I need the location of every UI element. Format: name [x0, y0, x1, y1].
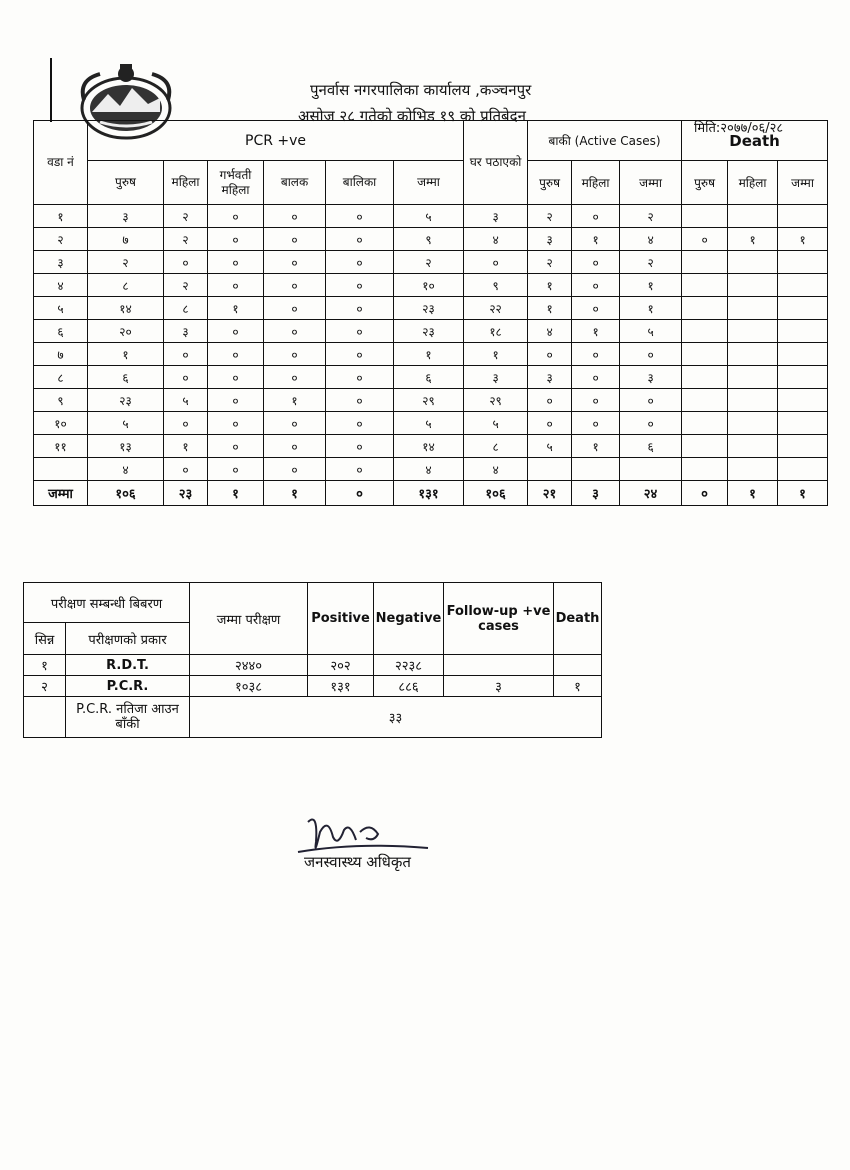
table-cell: ०	[572, 366, 620, 389]
table-cell: ०	[572, 389, 620, 412]
table-cell: १	[164, 435, 208, 458]
table-cell: ०	[682, 228, 728, 251]
table-cell: २	[164, 205, 208, 228]
table-cell: २३	[88, 389, 164, 412]
test-negative-cell: ८८६	[374, 676, 444, 697]
total-cell: १०६	[88, 481, 164, 506]
table-cell: २	[34, 228, 88, 251]
table-cell: ११	[34, 435, 88, 458]
table-cell: १४	[88, 297, 164, 320]
table-cell: ०	[572, 205, 620, 228]
table-row	[34, 320, 828, 343]
table-cell: ६	[394, 366, 464, 389]
pcr-subheader: महिला	[164, 161, 208, 205]
table-cell: २९	[394, 389, 464, 412]
test-positive-cell: १३१	[308, 676, 374, 697]
test-sn-cell: २	[24, 676, 66, 697]
table-cell: १	[778, 228, 828, 251]
table-cell: ०	[264, 435, 326, 458]
table-cell: ०	[164, 251, 208, 274]
table-cell: ३	[88, 205, 164, 228]
table-cell: ५	[528, 435, 572, 458]
table-row	[34, 389, 828, 412]
table-cell: ५	[34, 297, 88, 320]
table-cell: ०	[208, 435, 264, 458]
table-cell: ०	[572, 297, 620, 320]
table-cell: १	[208, 297, 264, 320]
test-death-header: Death	[554, 583, 602, 655]
report-date: मिति:२०७७/०६/२८	[694, 121, 784, 136]
death-subheader: जम्मा	[778, 161, 828, 205]
table-cell	[778, 343, 828, 366]
table-cell	[778, 320, 828, 343]
table-cell: ०	[264, 205, 326, 228]
table-cell: ४	[464, 458, 528, 481]
table-cell: १	[528, 297, 572, 320]
table-cell: ८	[34, 366, 88, 389]
table-cell: ०	[208, 228, 264, 251]
table-cell	[572, 458, 620, 481]
table-row	[34, 343, 828, 366]
table-cell: २०	[88, 320, 164, 343]
table-cell: ०	[464, 251, 528, 274]
pending-value: ३३	[190, 697, 602, 738]
table-cell	[682, 297, 728, 320]
table-cell: ४	[394, 458, 464, 481]
table-cell: ०	[208, 251, 264, 274]
table-cell: ०	[528, 389, 572, 412]
table-row	[34, 458, 828, 481]
table-cell	[728, 274, 778, 297]
test-positive-cell: २०२	[308, 655, 374, 676]
table-cell	[778, 389, 828, 412]
pcr-subheader: बालिका	[326, 161, 394, 205]
table-cell: १	[528, 274, 572, 297]
table-cell: ०	[264, 274, 326, 297]
table-cell	[728, 366, 778, 389]
table-row	[34, 435, 828, 458]
table-cell: ०	[164, 366, 208, 389]
table-cell: १	[620, 297, 682, 320]
table-cell: १३	[88, 435, 164, 458]
table-cell	[728, 320, 778, 343]
table-cell: ०	[264, 366, 326, 389]
table-cell: १	[572, 435, 620, 458]
total-cell: १	[728, 481, 778, 506]
table-row	[34, 274, 828, 297]
test-row	[24, 655, 602, 676]
table-cell: ५	[88, 412, 164, 435]
table-cell: ०	[528, 412, 572, 435]
positive-header: Positive	[308, 583, 374, 655]
table-cell: ३	[528, 228, 572, 251]
total-cell: १०६	[464, 481, 528, 506]
table-cell: २९	[464, 389, 528, 412]
table-cell: ५	[164, 389, 208, 412]
test-total-cell: १०३८	[190, 676, 308, 697]
pcr-subheader: जम्मा	[394, 161, 464, 205]
table-cell: ३	[528, 366, 572, 389]
table-cell: ५	[620, 320, 682, 343]
table-cell	[778, 297, 828, 320]
table-cell: १८	[464, 320, 528, 343]
table-cell: २	[164, 274, 208, 297]
table-cell: ४	[34, 274, 88, 297]
test-negative-cell: २२३८	[374, 655, 444, 676]
table-cell: २	[528, 251, 572, 274]
table-cell: २३	[394, 297, 464, 320]
table-cell	[682, 389, 728, 412]
signatory-title: जनस्वास्थ्य अधिकृत	[304, 853, 411, 871]
table-cell: ०	[208, 458, 264, 481]
table-cell	[778, 435, 828, 458]
total-cell: १३१	[394, 481, 464, 506]
test-followup-cell: ३	[444, 676, 554, 697]
table-cell: ३	[464, 205, 528, 228]
table-cell: ३	[164, 320, 208, 343]
pending-sn-cell	[24, 697, 66, 738]
table-row	[34, 205, 828, 228]
table-cell: ९	[394, 228, 464, 251]
table-cell	[682, 343, 728, 366]
death-subheader: पुरुष	[682, 161, 728, 205]
table-cell: ०	[572, 343, 620, 366]
test-type-cell: R.D.T.	[66, 655, 190, 676]
followup-header: Follow-up +ve cases	[444, 583, 554, 655]
table-cell	[682, 205, 728, 228]
total-cell: ०	[682, 481, 728, 506]
table-cell	[682, 458, 728, 481]
active-cases-header: बाकी (Active Cases)	[528, 121, 682, 161]
active-subheader: महिला	[572, 161, 620, 205]
table-cell	[728, 297, 778, 320]
total-row	[34, 481, 828, 506]
table-cell	[682, 435, 728, 458]
table-cell: ०	[264, 251, 326, 274]
table-cell: ७	[88, 228, 164, 251]
table-cell: ६	[620, 435, 682, 458]
test-sn-cell: १	[24, 655, 66, 676]
table-cell: ०	[326, 458, 394, 481]
table-cell: ०	[164, 458, 208, 481]
total-cell: १	[208, 481, 264, 506]
sn-header: सिन्न	[24, 623, 66, 655]
table-cell	[778, 458, 828, 481]
table-cell: ०	[208, 205, 264, 228]
table-cell: ०	[620, 412, 682, 435]
table-cell	[728, 412, 778, 435]
table-cell: ४	[464, 228, 528, 251]
table-row	[34, 228, 828, 251]
table-row	[34, 251, 828, 274]
table-cell: ३	[620, 366, 682, 389]
office-name: पुनर्वास नगरपालिका कार्यालय ,कञ्चनपुर	[310, 81, 532, 99]
table-cell: १	[572, 320, 620, 343]
covid-ward-table	[33, 120, 828, 506]
table-cell: २३	[394, 320, 464, 343]
table-cell: ०	[208, 343, 264, 366]
total-cell: जम्मा	[34, 481, 88, 506]
total-cell: ०	[326, 481, 394, 506]
table-cell: ८	[464, 435, 528, 458]
table-cell: ४	[620, 228, 682, 251]
total-tests-header: जम्मा परीक्षण	[190, 583, 308, 655]
pcr-subheader: गर्भवती महिला	[208, 161, 264, 205]
table-cell: ०	[326, 228, 394, 251]
table-cell: २२	[464, 297, 528, 320]
total-cell: २३	[164, 481, 208, 506]
total-cell: २१	[528, 481, 572, 506]
table-cell: १	[88, 343, 164, 366]
pcr-subheader: पुरुष	[88, 161, 164, 205]
table-cell: ०	[326, 343, 394, 366]
table-cell: १०	[34, 412, 88, 435]
table-cell: ०	[326, 320, 394, 343]
table-cell: ०	[208, 274, 264, 297]
table-cell: १	[728, 228, 778, 251]
table-cell: २	[88, 251, 164, 274]
table-cell: ०	[572, 412, 620, 435]
subheader-row	[34, 161, 828, 205]
table-cell: ६	[34, 320, 88, 343]
table-cell: ८	[164, 297, 208, 320]
table-cell: १	[464, 343, 528, 366]
test-details-table	[23, 582, 602, 738]
table-cell	[778, 251, 828, 274]
table-cell: ०	[572, 251, 620, 274]
pending-label: P.C.R. नतिजा आउन बाँकी	[66, 697, 190, 738]
table-cell	[728, 458, 778, 481]
table-cell: ०	[208, 366, 264, 389]
table-cell: ०	[326, 251, 394, 274]
table-cell	[728, 205, 778, 228]
test-death-cell	[554, 655, 602, 676]
table-cell	[778, 412, 828, 435]
table-cell: २	[528, 205, 572, 228]
table-cell: ०	[208, 412, 264, 435]
pcr-header: PCR +ve	[88, 121, 464, 161]
test-group-header: परीक्षण सम्बन्धी बिबरण	[24, 583, 190, 623]
table-cell: ०	[326, 389, 394, 412]
table-cell	[34, 458, 88, 481]
table-row	[34, 412, 828, 435]
ward-rows	[34, 205, 828, 481]
table-cell: ५	[464, 412, 528, 435]
total-cell: ३	[572, 481, 620, 506]
table-cell: ०	[326, 412, 394, 435]
table-cell	[728, 389, 778, 412]
table-cell: ०	[264, 297, 326, 320]
table-cell: ०	[164, 343, 208, 366]
table-cell	[682, 320, 728, 343]
table-cell: ३	[464, 366, 528, 389]
table-cell: ०	[208, 389, 264, 412]
table-cell: ०	[326, 274, 394, 297]
ward-header: वडा नं	[34, 121, 88, 205]
death-subheader: महिला	[728, 161, 778, 205]
active-subheader: जम्मा	[620, 161, 682, 205]
table-row	[34, 366, 828, 389]
table-cell	[682, 412, 728, 435]
table-cell: १	[34, 205, 88, 228]
table-cell	[620, 458, 682, 481]
table-cell: ०	[264, 458, 326, 481]
table-cell	[682, 366, 728, 389]
table-cell: ६	[88, 366, 164, 389]
table-cell	[778, 205, 828, 228]
table-cell: ०	[264, 343, 326, 366]
pcr-subheader: बालक	[264, 161, 326, 205]
table-cell: २	[620, 205, 682, 228]
table-cell: ०	[208, 320, 264, 343]
table-cell: १	[572, 228, 620, 251]
table-cell: ०	[326, 297, 394, 320]
total-cell: २४	[620, 481, 682, 506]
test-rows	[24, 655, 602, 697]
table-cell: ०	[264, 320, 326, 343]
table-cell: ८	[88, 274, 164, 297]
active-subheader: पुरुष	[528, 161, 572, 205]
report-title: असोज २८ गतेको कोभिड १९ को प्रतिबेदन	[298, 107, 526, 125]
home-sent-header: घर पठाएको	[464, 121, 528, 205]
table-cell: ०	[620, 389, 682, 412]
table-cell	[682, 251, 728, 274]
table-cell: २	[164, 228, 208, 251]
test-death-cell: १	[554, 676, 602, 697]
negative-header: Negative	[374, 583, 444, 655]
table-cell: २	[620, 251, 682, 274]
table-cell: १०	[394, 274, 464, 297]
table-cell: ४	[528, 320, 572, 343]
table-cell: ०	[326, 366, 394, 389]
table-row	[34, 297, 828, 320]
death-header: Death	[682, 121, 828, 161]
table-cell: ०	[264, 412, 326, 435]
test-followup-cell	[444, 655, 554, 676]
table-cell: १	[394, 343, 464, 366]
table-cell: ०	[528, 343, 572, 366]
table-cell: १	[264, 389, 326, 412]
total-cell: १	[264, 481, 326, 506]
total-cell: १	[778, 481, 828, 506]
table-cell: २	[394, 251, 464, 274]
test-total-cell: २४४०	[190, 655, 308, 676]
test-type-cell: P.C.R.	[66, 676, 190, 697]
table-cell	[728, 343, 778, 366]
table-cell: ०	[620, 343, 682, 366]
table-cell: ०	[264, 228, 326, 251]
table-cell: ३	[34, 251, 88, 274]
table-cell: ५	[394, 205, 464, 228]
table-cell	[778, 366, 828, 389]
table-cell: ०	[326, 435, 394, 458]
table-cell	[528, 458, 572, 481]
table-cell: १४	[394, 435, 464, 458]
table-cell: १	[620, 274, 682, 297]
test-type-header: परीक्षणको प्रकार	[66, 623, 190, 655]
table-cell: ९	[34, 389, 88, 412]
test-row	[24, 676, 602, 697]
table-cell: ०	[326, 205, 394, 228]
table-cell: ०	[164, 412, 208, 435]
table-cell: ५	[394, 412, 464, 435]
table-cell: ४	[88, 458, 164, 481]
table-cell	[682, 274, 728, 297]
table-cell	[728, 251, 778, 274]
table-cell: ०	[572, 274, 620, 297]
table-cell	[778, 274, 828, 297]
table-cell	[728, 435, 778, 458]
table-cell: ७	[34, 343, 88, 366]
table-cell: ९	[464, 274, 528, 297]
left-margin-line	[50, 58, 52, 122]
